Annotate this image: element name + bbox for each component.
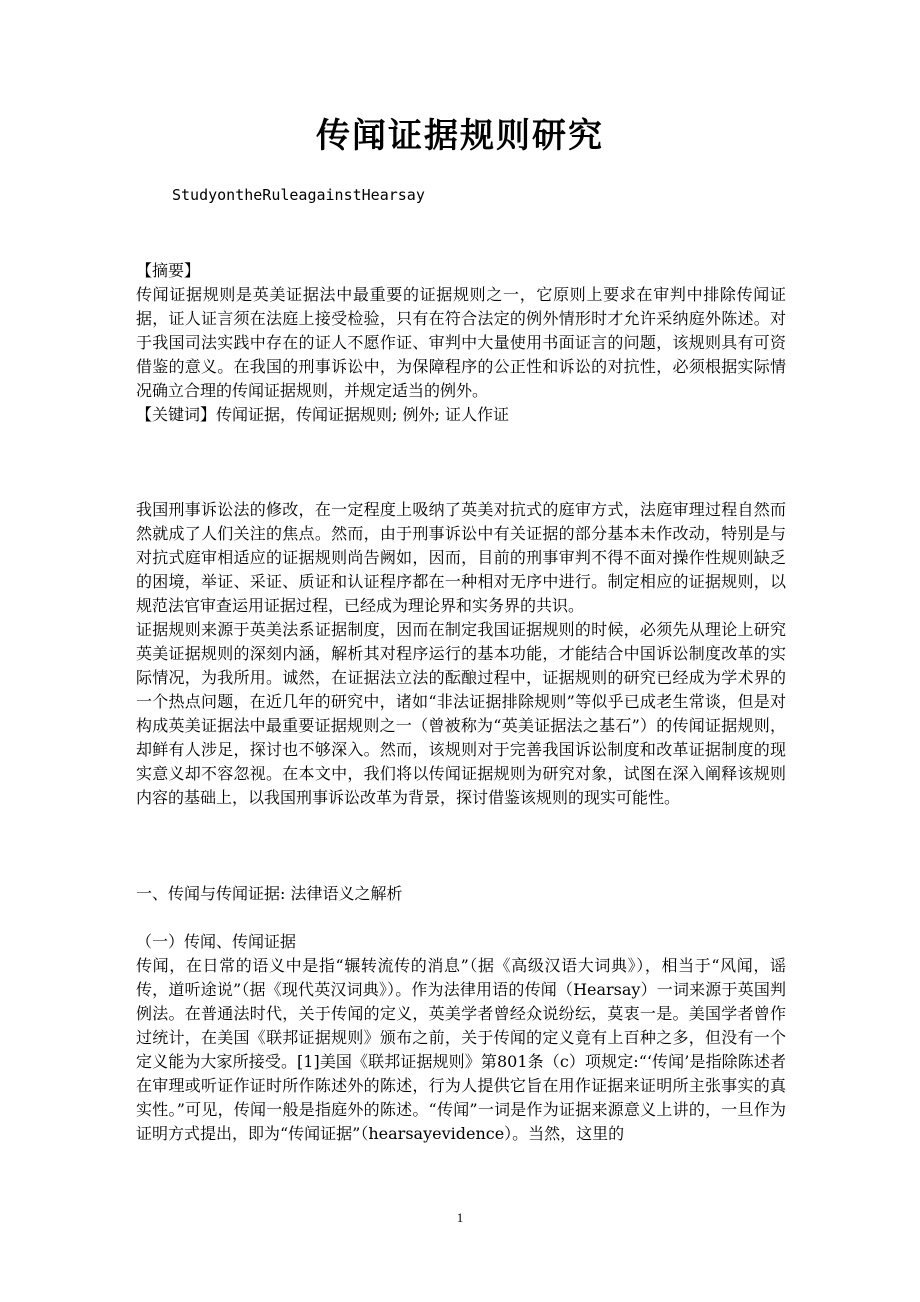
introduction-section (136, 498, 786, 810)
paper-title: 传闻证据规则研究 (316, 116, 604, 156)
paper-subtitle: StudyontheRuleagainstHearsay (172, 186, 425, 204)
subsection-1-text: 传闻，在日常的语义中是指“辗转流传的消息”（据《高级汉语大词典》），相当于“风闻，谣传，道听途说”（据《现代英汉词典》）。作为法律用语的传闻（Hearsay）一词来源于英国判例法。在普通法时代，关于传闻的定义，英美学者曾经众说纷纭，莫衷一是。美国学者曾作过统计，在美国《联邦证据规则》颁布之前，关于传闻的定义竟有上百种之多，但没有一个定义能为大家所接受。[1]美国《联邦证据规则》第801条（c）项规定:“‘传闻’是指除陈述者在审理或听证作证时所作陈述外的陈述，行为人提供它旨在用作证据来证明所主张事实的真实性。”可见，传闻一般是指庭外的陈述。“传闻”一词是作为证据来源意义上讲的，一旦作为证明方式提出，即为“传闻证据”（hearsayevidence）。当然，这里的 (136, 956, 786, 1143)
keywords-label: 【关键词】 (136, 405, 217, 424)
intro-paragraph-2: 证据规则来源于英美法系证据制度，因而在制定我国证据规则的时候，必须先从理论上研究英美证据规则的深刻内涵，解析其对程序运行的基本功能，才能结合中国诉讼制度改革的实际情况，为我所用。诚然，在证据法立法的酝酿过程中，证据规则的研究已经成为学术界的一个热点问题，在近几年的研究中，诸如“非法证据排除规则”等似乎已成老生常谈，但是对构成英美证据法中最重要证据规则之一（曾被称为“英美证据法之基石”）的传闻证据规则，却鲜有人涉足，探讨也不够深入。然而，该规则对于完善我国诉讼制度和改革证据制度的现实意义却不容忽视。在本文中，我们将以传闻证据规则为研究对象，试图在深入阐释该规则内容的基础上，以我国刑事诉讼改革为背景，探讨借鉴该规则的现实可能性。 (136, 620, 786, 807)
intro-paragraph-1: 我国刑事诉讼法的修改，在一定程度上吸纳了英美对抗式的庭审方式，法庭审理过程自然而然就成了人们关注的焦点。然而，由于刑事诉讼中有关证据的部分基本未作改动，特别是与对抗式庭审相适应的证据规则尚告阙如，因而，目前的刑事审判不得不面对操作性规则缺乏的困境，举证、采证、质证和认证程序都在一种相对无序中进行。制定相应的证据规则，以规范法官审查运用证据过程，已经成为理论界和实务界的共识。 (136, 500, 786, 615)
subsection-1 (136, 930, 786, 1146)
abstract-section (136, 259, 786, 427)
section-1-heading: 一、传闻与传闻证据: 法律语义之解析 (136, 884, 403, 903)
keywords-text: 传闻证据，传闻证据规则; 例外; 证人作证 (216, 405, 509, 424)
subsection-1-heading: （一）传闻、传闻证据 (136, 932, 297, 951)
page-number: 1 (456, 1210, 464, 1225)
abstract-heading: 【摘要】 (136, 261, 201, 280)
keywords-line (136, 403, 786, 427)
section-1 (136, 882, 786, 906)
abstract-text: 传闻证据规则是英美证据法中最重要的证据规则之一，它原则上要求在审判中排除传闻证据，证人证言须在法庭上接受检验，只有在符合法定的例外情形时才允许采纳庭外陈述。对于我国司法实践中存在的证人不愿作证、审判中大量使用书面证言的问题，该规则具有可资借鉴的意义。在我国的刑事诉讼中，为保障程序的公正性和诉讼的对抗性，必须根据实际情况确立合理的传闻证据规则，并规定适当的例外。 (136, 285, 786, 400)
